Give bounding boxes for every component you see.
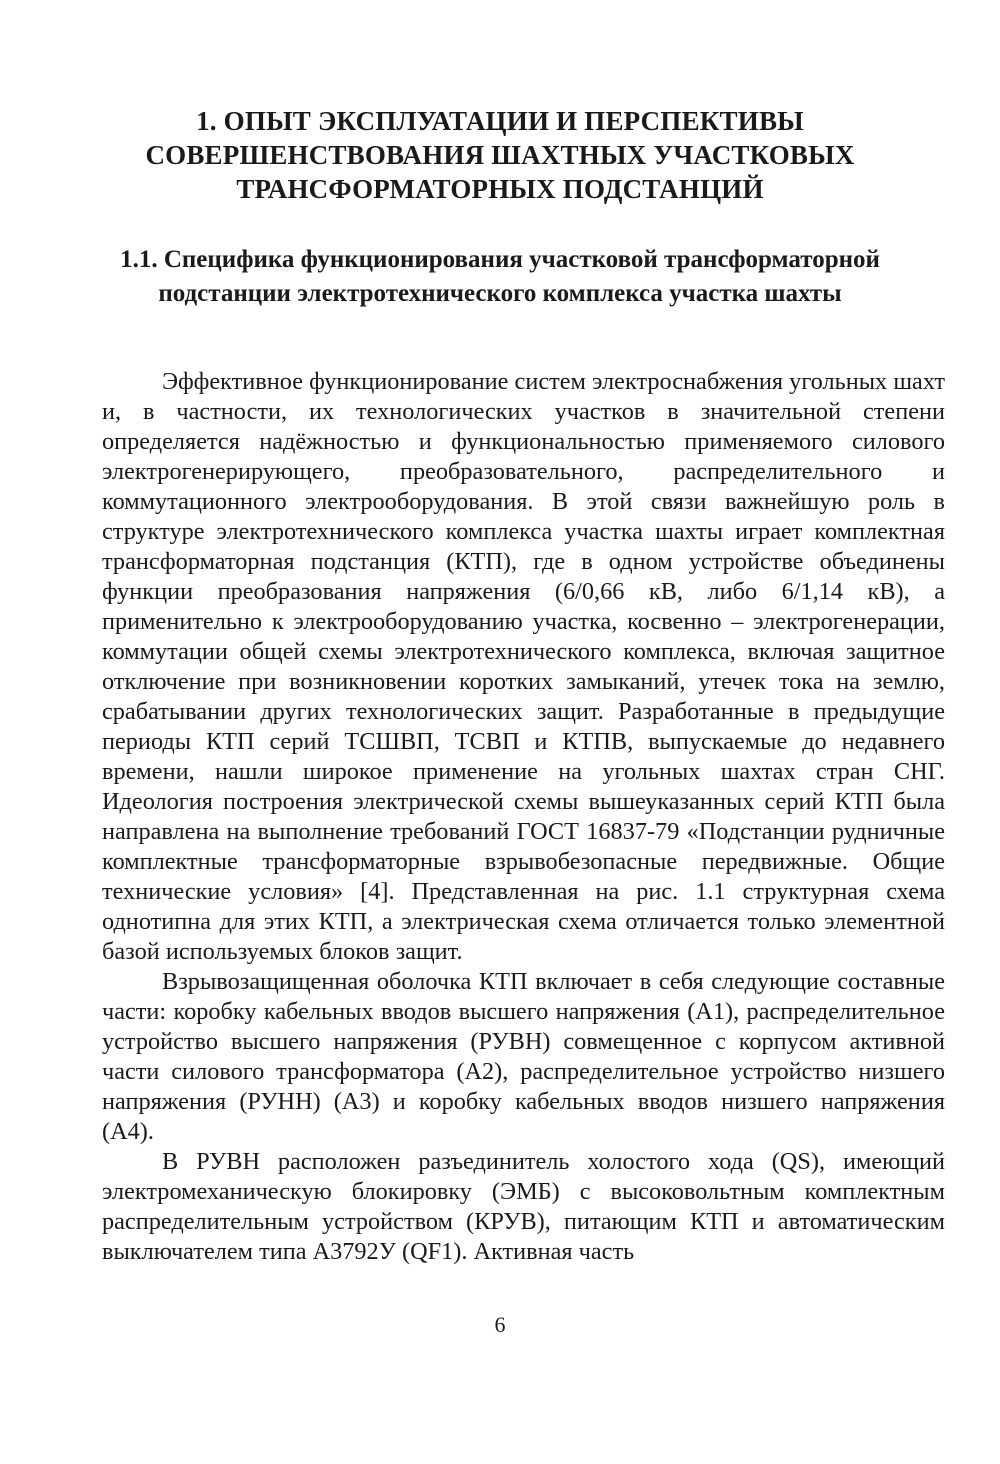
paragraph: Взрывозащищенная оболочка КТП включает в себя следующие составные части: коробку кабельных вводов высшего напряжения (А1), распределительное устройство высшего напряжения (РУВН) совмещенное с корпусом активной части силового трансформатора (А2), распределительное устройство низшего напряжения (РУНН) (А3) и коробку кабельных вводов низшего напряжения (А4). <box>102 968 945 1145</box>
body-text <box>102 367 945 1267</box>
page-number: 6 <box>494 1312 506 1337</box>
paragraph: В РУВН расположен разъединитель холостого хода (QS), имеющий электромеханическую блокировку (ЭМБ) с высоковольтным комплектным распределительным устройством (КРУВ), питающим КТП и автоматическим выключателем типа А3792У (QF1). Активная часть <box>102 1148 945 1265</box>
section-title: 1.1. Специфика функционирования участковой трансформаторной подстанции электротехнического комплекса участка шахты <box>120 246 880 307</box>
paragraph: Эффективное функционирование систем электроснабжения угольных шахт и, в частности, их технологических участков в значительной степени определяется надёжностью и функциональностью применяемого силового электрогенерирующего, преобразовательного, распределительного и коммутационного электрооборудования. В этой связи важнейшую роль в структуре электротехнического комплекса участка шахты играет комплектная трансформаторная подстанция (КТП), где в одном устройстве объединены функции преобразования напряжения (6/0,66 кВ, либо 6/1,14 кВ), а применительно к электрооборудованию участка, косвенно – электрогенерации, коммутации общей схемы электротехнического комплекса, включая защитное отключение при возникновении коротких замыканий, утечек тока на землю, срабатывании других технологических защит. Разработанные в предыдущие периоды КТП серий ТСШВП, ТСВП и КТПВ, выпускаемые до недавнего времени, нашли широкое применение на угольных шахтах стран СНГ. Идеология построения электрической схемы вышеуказанных серий КТП была направлена на выполнение требований ГОСТ 16837-79 «Подстанции рудничные комплектные трансформаторные взрывобезопасные передвижные. Общие технические условия» [4]. Представленная на рис. 1.1 структурная схема однотипна для этих КТП, а электрическая схема отличается только элементной базой используемых блоков защит. <box>102 368 945 965</box>
chapter-title: 1. ОПЫТ ЭКСПЛУАТАЦИИ И ПЕРСПЕКТИВЫ СОВЕРШЕНСТВОВАНИЯ ШАХТНЫХ УЧАСТКОВЫХ ТРАНСФОРМАТОРНЫХ ПОДСТАНЦИЙ <box>145 106 855 204</box>
